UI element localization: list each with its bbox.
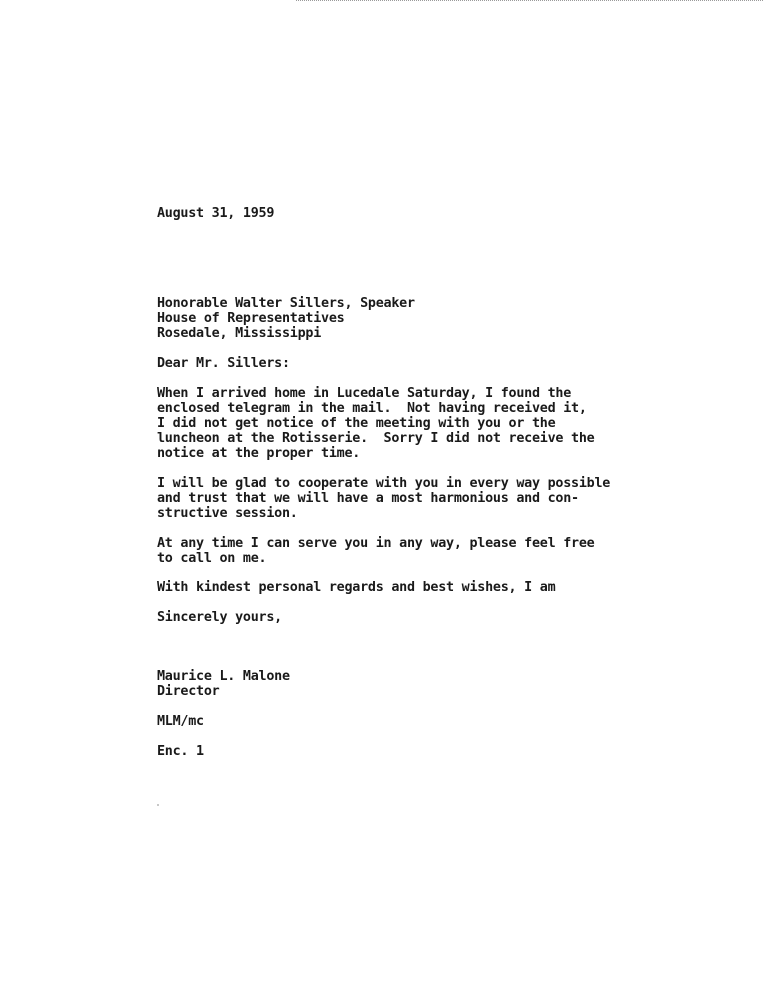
signer-name: Maurice L. Malone <box>157 669 290 684</box>
paragraph-1-line: luncheon at the Rotisserie. Sorry I did not receive the <box>157 431 595 446</box>
salutation: Dear Mr. Sillers: <box>157 356 290 371</box>
paragraph-1-line: enclosed telegram in the mail. Not having received it, <box>157 401 587 416</box>
scan-speck <box>157 804 159 806</box>
paragraph-1-line: notice at the proper time. <box>157 446 361 461</box>
recipient-line-2: House of Representatives <box>157 311 345 326</box>
signer-title: Director <box>157 684 220 699</box>
recipient-line-3: Rosedale, Mississippi <box>157 326 322 341</box>
paragraph-2-line: I will be glad to cooperate with you in every way possible <box>157 476 611 491</box>
paragraph-1-line: I did not get notice of the meeting with you or the <box>157 416 556 431</box>
paragraph-4: With kindest personal regards and best wishes, I am <box>157 580 556 595</box>
paragraph-3-line: At any time I can serve you in any way, please feel free <box>157 536 595 551</box>
paragraph-2-line: and trust that we will have a most harmonious and con- <box>157 491 579 506</box>
paragraph-3-line: to call on me. <box>157 551 267 566</box>
recipient-line-1: Honorable Walter Sillers, Speaker <box>157 296 415 311</box>
enclosure-note: Enc. 1 <box>157 744 204 759</box>
top-edge-divider <box>296 0 763 1</box>
reference-initials: MLM/mc <box>157 714 204 729</box>
paragraph-1-line: When I arrived home in Lucedale Saturday, I found the <box>157 386 572 401</box>
paragraph-2-line: structive session. <box>157 506 298 521</box>
letter-date: August 31, 1959 <box>157 206 275 221</box>
complimentary-closing: Sincerely yours, <box>157 610 282 625</box>
